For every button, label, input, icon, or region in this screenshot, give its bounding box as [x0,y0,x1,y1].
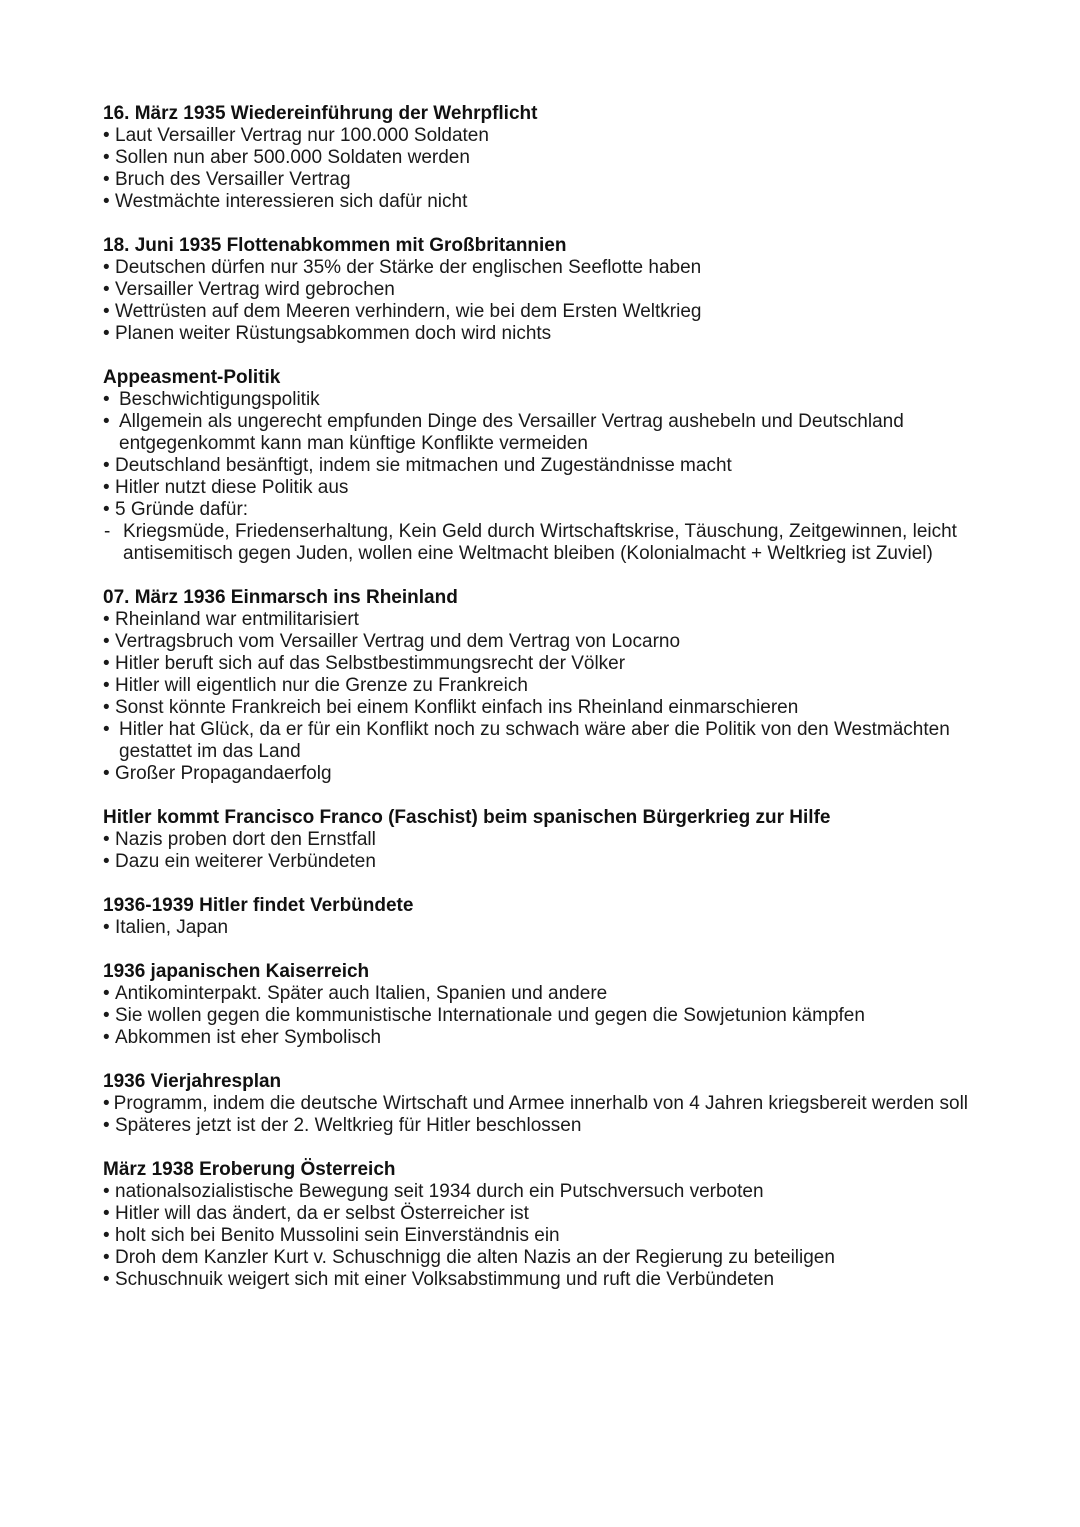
bullet-list [103,1093,1003,1137]
section-kaiserreich [103,961,1003,1049]
list-item: • Vertragsbruch vom Versailler Vertrag und dem Vertrag von Locarno [103,631,1003,653]
list-item: • Sie wollen gegen die kommunistische Internationale und gegen die Sowjetunion kämpfen [103,1005,1003,1027]
bullet-list [103,389,1003,565]
list-item: • Schuschnuik weigert sich mit einer Volksabstimmung und ruft die Verbündeten [103,1269,1003,1291]
list-item: • Laut Versailler Vertrag nur 100.000 Soldaten [103,125,1003,147]
list-item: • Italien, Japan [103,917,1003,939]
section-franco [103,807,1003,873]
section-heading: 1936 Vierjahresplan [103,1071,282,1092]
list-item: • Hitler will eigentlich nur die Grenze zu Frankreich [103,675,1003,697]
section-oesterreich [103,1159,1003,1291]
list-item: - Kriegsmüde, Friedenserhaltung, Kein Geld durch Wirtschaftskrise, Täuschung, Zeitgewinnen, leicht antisemitisch gegen Juden, wollen eine Weltmacht bleiben (Kolonialmacht + Weltkrieg ist Zuviel) [103,521,1003,565]
list-item: • Abkommen ist eher Symbolisch [103,1027,1003,1049]
list-item: • Hitler will das ändert, da er selbst Österreicher ist [103,1203,1003,1225]
section-flottenabkommen [103,235,1003,345]
list-item: • Antikominterpakt. Später auch Italien, Spanien und andere [103,983,1003,1005]
section-heading: 16. März 1935 Wiedereinführung der Wehrpflicht [103,103,538,124]
bullet-list [103,829,1003,873]
list-item: • Westmächte interessieren sich dafür nicht [103,191,1003,213]
list-item: • Großer Propagandaerfolg [103,763,1003,785]
section-heading: 18. Juni 1935 Flottenabkommen mit Großbritannien [103,235,567,256]
list-item: • Rheinland war entmilitarisiert [103,609,1003,631]
bullet-list [103,125,1003,213]
list-item: • Programm, indem die deutsche Wirtschaft und Armee innerhalb von 4 Jahren kriegsbereit werden soll [103,1093,1003,1115]
section-verbuendete [103,895,1003,939]
section-heading: 1936-1939 Hitler findet Verbündete [103,895,414,916]
list-item: • Sollen nun aber 500.000 Soldaten werden [103,147,1003,169]
list-item: • nationalsozialistische Bewegung seit 1934 durch ein Putschversuch verboten [103,1181,1003,1203]
list-item: • Deutschland besänftigt, indem sie mitmachen und Zugeständnisse macht [103,455,1003,477]
section-rheinland [103,587,1003,785]
list-item: • Hitler beruft sich auf das Selbstbestimmungsrecht der Völker [103,653,1003,675]
section-heading: Hitler kommt Francisco Franco (Faschist) beim spanischen Bürgerkrieg zur Hilfe [103,807,831,828]
list-item: • Beschwichtigungspolitik [103,389,1003,411]
list-item: • Sonst könnte Frankreich bei einem Konflikt einfach ins Rheinland einmarschieren [103,697,1003,719]
list-item: • Wettrüsten auf dem Meeren verhindern, wie bei dem Ersten Weltkrieg [103,301,1003,323]
list-item: • Nazis proben dort den Ernstfall [103,829,1003,851]
list-item: • Bruch des Versailler Vertrag [103,169,1003,191]
list-item: • 5 Gründe dafür: [103,499,1003,521]
list-item: • holt sich bei Benito Mussolini sein Einverständnis ein [103,1225,1003,1247]
list-item: • Hitler nutzt diese Politik aus [103,477,1003,499]
section-appeasment [103,367,1003,565]
section-wehrpflicht [103,103,1003,213]
section-vierjahresplan [103,1071,1003,1137]
document-page [103,103,1003,1313]
bullet-list [103,1181,1003,1291]
bullet-list [103,917,1003,939]
section-heading: Appeasment-Politik [103,367,281,388]
section-heading: März 1938 Eroberung Österreich [103,1159,396,1180]
bullet-list [103,609,1003,785]
list-item: • Späteres jetzt ist der 2. Weltkrieg für Hitler beschlossen [103,1115,1003,1137]
list-item: • Dazu ein weiterer Verbündeten [103,851,1003,873]
list-item: • Allgemein als ungerecht empfunden Dinge des Versailler Vertrag aushebeln und Deutschland entgegenkommt kann man künftige Konflikte vermeiden [103,411,1003,455]
section-heading: 07. März 1936 Einmarsch ins Rheinland [103,587,458,608]
list-item: • Deutschen dürfen nur 35% der Stärke der englischen Seeflotte haben [103,257,1003,279]
list-item: • Hitler hat Glück, da er für ein Konflikt noch zu schwach wäre aber die Politik von den Westmächten gestattet im das Land [103,719,1003,763]
list-item: • Versailler Vertrag wird gebrochen [103,279,1003,301]
list-item: • Planen weiter Rüstungsabkommen doch wird nichts [103,323,1003,345]
section-heading: 1936 japanischen Kaiserreich [103,961,370,982]
bullet-list [103,983,1003,1049]
list-item: • Droh dem Kanzler Kurt v. Schuschnigg die alten Nazis an der Regierung zu beteiligen [103,1247,1003,1269]
bullet-list [103,257,1003,345]
